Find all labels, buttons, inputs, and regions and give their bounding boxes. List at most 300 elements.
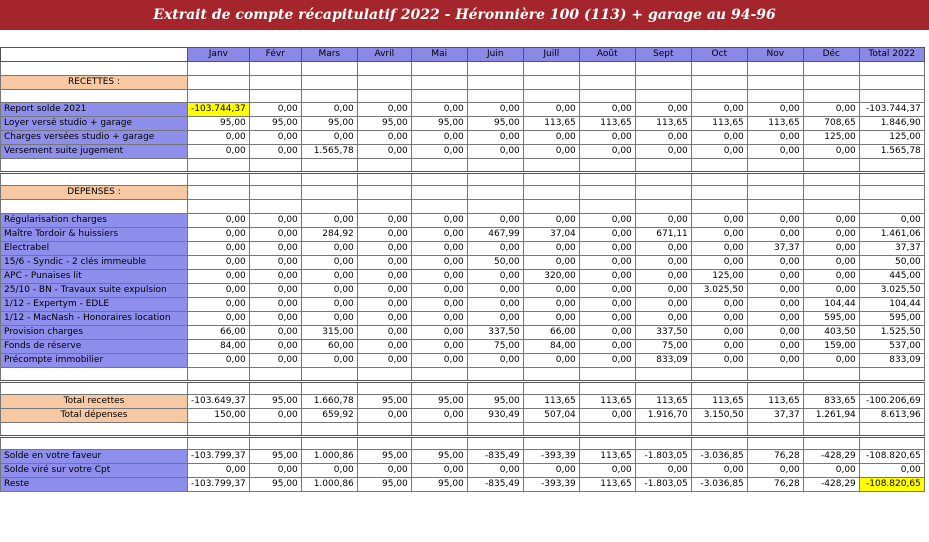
empty-cell <box>301 186 357 200</box>
value-cell: 0,00 <box>747 269 803 283</box>
row-label: Versement suite jugement <box>1 145 188 159</box>
column-header: Oct <box>691 48 747 62</box>
value-cell: 0,00 <box>579 241 635 255</box>
value-cell: 320,00 <box>523 269 579 283</box>
value-cell: 0,00 <box>249 213 301 227</box>
value-cell: 0,00 <box>803 241 859 255</box>
empty-cell <box>523 200 579 214</box>
row-label: Report solde 2021 <box>1 103 188 117</box>
value-cell: -103.744,37 <box>859 103 924 117</box>
value-cell: 0,00 <box>249 255 301 269</box>
value-cell: 0,00 <box>411 131 467 145</box>
value-cell: 0,00 <box>747 325 803 339</box>
value-cell: 284,92 <box>301 227 357 241</box>
value-cell: 0,00 <box>747 297 803 311</box>
value-cell: 0,00 <box>803 269 859 283</box>
row-label: Fonds de réserve <box>1 339 188 353</box>
value-cell: 1.461,06 <box>859 227 924 241</box>
value-cell: 0,00 <box>579 103 635 117</box>
value-cell: 0,00 <box>249 409 301 423</box>
empty-cell <box>411 200 467 214</box>
value-cell: 0,00 <box>357 339 411 353</box>
value-cell: 0,00 <box>691 297 747 311</box>
value-cell: -3.036,85 <box>691 478 747 492</box>
empty-cell <box>411 75 467 89</box>
empty-cell <box>249 89 301 103</box>
value-cell: 95,00 <box>411 395 467 409</box>
value-cell: 0,00 <box>301 297 357 311</box>
empty-cell <box>249 381 301 395</box>
empty-cell <box>411 159 467 173</box>
value-cell: 95,00 <box>467 117 523 131</box>
table-row <box>1 255 925 269</box>
value-cell: 0,00 <box>188 227 250 241</box>
value-cell: 0,00 <box>691 353 747 367</box>
value-cell: 0,00 <box>411 145 467 159</box>
value-cell: 0,00 <box>579 269 635 283</box>
empty-cell <box>635 367 691 381</box>
empty-cell <box>859 75 924 89</box>
value-cell: 95,00 <box>411 450 467 464</box>
empty-cell <box>579 367 635 381</box>
value-cell: 95,00 <box>357 395 411 409</box>
value-cell: -1.803,05 <box>635 450 691 464</box>
value-cell: 3.150,50 <box>691 409 747 423</box>
empty-cell <box>1 159 188 173</box>
spacer-row <box>1 436 925 450</box>
empty-cell <box>803 75 859 89</box>
empty-cell <box>859 172 924 186</box>
empty-cell <box>691 186 747 200</box>
empty-cell <box>188 62 250 76</box>
row-label: Provision charges <box>1 325 188 339</box>
value-cell: 76,28 <box>747 450 803 464</box>
value-cell: 84,00 <box>523 339 579 353</box>
value-cell: 0,00 <box>691 145 747 159</box>
empty-cell <box>803 200 859 214</box>
value-cell: 595,00 <box>803 311 859 325</box>
empty-cell <box>523 62 579 76</box>
spacer-row <box>1 367 925 381</box>
value-cell: 0,00 <box>301 241 357 255</box>
empty-cell <box>691 381 747 395</box>
empty-cell <box>357 436 411 450</box>
section-label: RECETTES : <box>1 75 188 89</box>
value-cell: -428,29 <box>803 450 859 464</box>
value-cell: 0,00 <box>357 227 411 241</box>
empty-cell <box>1 48 188 62</box>
column-header: Déc <box>803 48 859 62</box>
spacer-row <box>1 381 925 395</box>
value-cell: 113,65 <box>579 395 635 409</box>
empty-cell <box>579 159 635 173</box>
value-cell: 0,00 <box>635 213 691 227</box>
empty-cell <box>188 159 250 173</box>
row-label: 15/6 - Syndic - 2 clés immeuble <box>1 255 188 269</box>
value-cell: 1.525,50 <box>859 325 924 339</box>
empty-cell <box>467 200 523 214</box>
row-label: 1/12 - MacNash - Honoraires location <box>1 311 188 325</box>
row-label: Total dépenses <box>1 409 188 423</box>
table-row <box>1 450 925 464</box>
value-cell: 95,00 <box>467 395 523 409</box>
value-cell: 0,00 <box>635 103 691 117</box>
value-cell: 0,00 <box>357 297 411 311</box>
empty-cell <box>635 159 691 173</box>
empty-cell <box>357 89 411 103</box>
value-cell: 0,00 <box>467 464 523 478</box>
empty-cell <box>1 423 188 437</box>
value-cell: 113,65 <box>523 117 579 131</box>
empty-cell <box>467 436 523 450</box>
empty-cell <box>579 186 635 200</box>
value-cell: 0,00 <box>523 213 579 227</box>
empty-cell <box>523 159 579 173</box>
empty-cell <box>635 381 691 395</box>
value-cell: 0,00 <box>635 269 691 283</box>
value-cell: 1.261,94 <box>803 409 859 423</box>
empty-cell <box>579 75 635 89</box>
empty-cell <box>859 381 924 395</box>
row-label: Reste <box>1 478 188 492</box>
empty-cell <box>523 172 579 186</box>
value-cell: -100.206,69 <box>859 395 924 409</box>
empty-cell <box>249 159 301 173</box>
value-cell: 113,65 <box>691 117 747 131</box>
value-cell: 0,00 <box>691 464 747 478</box>
value-cell: 0,00 <box>357 353 411 367</box>
table-row <box>1 103 925 117</box>
value-cell: 659,92 <box>301 409 357 423</box>
table-row <box>1 339 925 353</box>
value-cell: 0,00 <box>747 311 803 325</box>
empty-cell <box>467 62 523 76</box>
empty-cell <box>467 172 523 186</box>
value-cell: 0,00 <box>579 297 635 311</box>
empty-cell <box>579 200 635 214</box>
empty-cell <box>301 200 357 214</box>
empty-cell <box>747 159 803 173</box>
value-cell: 0,00 <box>411 255 467 269</box>
value-cell: 0,00 <box>249 325 301 339</box>
value-cell: 0,00 <box>188 311 250 325</box>
value-cell: 0,00 <box>691 255 747 269</box>
empty-cell <box>747 62 803 76</box>
empty-cell <box>357 186 411 200</box>
value-cell: 0,00 <box>411 353 467 367</box>
value-cell: 75,00 <box>635 339 691 353</box>
value-cell: 0,00 <box>188 145 250 159</box>
value-cell: 0,00 <box>523 145 579 159</box>
value-cell: 104,44 <box>859 297 924 311</box>
value-cell: 0,00 <box>357 241 411 255</box>
value-cell: 0,00 <box>691 311 747 325</box>
value-cell: 833,09 <box>859 353 924 367</box>
value-cell: -108.820,65 <box>859 450 924 464</box>
empty-cell <box>301 89 357 103</box>
empty-cell <box>859 436 924 450</box>
value-cell: 0,00 <box>523 464 579 478</box>
row-label: Total recettes <box>1 395 188 409</box>
value-cell: 0,00 <box>301 255 357 269</box>
value-cell: 0,00 <box>357 269 411 283</box>
value-cell: 75,00 <box>467 339 523 353</box>
value-cell: 0,00 <box>691 227 747 241</box>
value-cell: 0,00 <box>411 283 467 297</box>
empty-cell <box>803 89 859 103</box>
value-cell: 0,00 <box>411 269 467 283</box>
empty-cell <box>411 436 467 450</box>
value-cell: 0,00 <box>747 103 803 117</box>
empty-cell <box>747 381 803 395</box>
empty-cell <box>579 381 635 395</box>
column-header: Avril <box>357 48 411 62</box>
value-cell: 0,00 <box>635 297 691 311</box>
row-label: Loyer versé studio + garage <box>1 117 188 131</box>
empty-cell <box>635 89 691 103</box>
table-row <box>1 325 925 339</box>
value-cell: 315,00 <box>301 325 357 339</box>
empty-cell <box>747 436 803 450</box>
empty-cell <box>635 75 691 89</box>
empty-cell <box>411 381 467 395</box>
value-cell: 0,00 <box>579 227 635 241</box>
value-cell: 37,37 <box>747 409 803 423</box>
empty-cell <box>467 89 523 103</box>
empty-cell <box>411 186 467 200</box>
value-cell: 0,00 <box>579 311 635 325</box>
empty-cell <box>411 62 467 76</box>
value-cell: 0,00 <box>411 409 467 423</box>
value-cell: 0,00 <box>803 353 859 367</box>
value-cell: 0,00 <box>691 339 747 353</box>
empty-cell <box>635 436 691 450</box>
value-cell: 0,00 <box>301 464 357 478</box>
empty-cell <box>691 367 747 381</box>
value-cell: 0,00 <box>188 131 250 145</box>
empty-cell <box>635 62 691 76</box>
table-row <box>1 311 925 325</box>
value-cell: 0,00 <box>523 103 579 117</box>
value-cell: 0,00 <box>249 227 301 241</box>
table-row <box>1 145 925 159</box>
value-cell: 66,00 <box>523 325 579 339</box>
empty-cell <box>523 367 579 381</box>
value-cell: 0,00 <box>357 325 411 339</box>
value-cell: 150,00 <box>188 409 250 423</box>
table-row <box>1 409 925 423</box>
value-cell: 113,65 <box>635 117 691 131</box>
value-cell: 0,00 <box>188 297 250 311</box>
empty-cell <box>803 423 859 437</box>
value-cell: 0,00 <box>249 339 301 353</box>
value-cell: 0,00 <box>523 241 579 255</box>
column-header: Nov <box>747 48 803 62</box>
empty-cell <box>301 436 357 450</box>
value-cell: 0,00 <box>523 131 579 145</box>
value-cell: 0,00 <box>803 103 859 117</box>
value-cell: 76,28 <box>747 478 803 492</box>
value-cell: 1.846,90 <box>859 117 924 131</box>
column-header: Juin <box>467 48 523 62</box>
spacer-row <box>1 172 925 186</box>
value-cell: 84,00 <box>188 339 250 353</box>
value-cell: 0,00 <box>357 311 411 325</box>
empty-cell <box>357 367 411 381</box>
empty-cell <box>467 186 523 200</box>
empty-cell <box>301 75 357 89</box>
value-cell: 507,04 <box>523 409 579 423</box>
row-label: Solde viré sur votre Cpt <box>1 464 188 478</box>
empty-cell <box>357 423 411 437</box>
spacer-row <box>1 89 925 103</box>
value-cell: 930,49 <box>467 409 523 423</box>
value-cell: 50,00 <box>859 255 924 269</box>
value-cell: 0,00 <box>523 353 579 367</box>
empty-cell <box>747 172 803 186</box>
value-cell: 0,00 <box>579 145 635 159</box>
value-cell: 0,00 <box>249 353 301 367</box>
value-cell: 95,00 <box>301 117 357 131</box>
value-cell: 0,00 <box>188 269 250 283</box>
empty-cell <box>691 75 747 89</box>
value-cell: -428,29 <box>803 478 859 492</box>
empty-cell <box>1 381 188 395</box>
value-cell: 0,00 <box>579 353 635 367</box>
value-cell: 0,00 <box>301 131 357 145</box>
value-cell: 0,00 <box>467 353 523 367</box>
empty-cell <box>747 200 803 214</box>
empty-cell <box>859 367 924 381</box>
section-row <box>1 186 925 200</box>
sheet-title: Extrait de compte récapitulatif 2022 - Héronnière 100 (113) + garage au 94-96 <box>0 0 929 30</box>
column-header: Sept <box>635 48 691 62</box>
empty-cell <box>803 436 859 450</box>
value-cell: 0,00 <box>249 145 301 159</box>
value-cell: 3.025,50 <box>691 283 747 297</box>
empty-cell <box>301 381 357 395</box>
empty-cell <box>357 62 411 76</box>
value-cell: 95,00 <box>249 395 301 409</box>
empty-cell <box>301 159 357 173</box>
empty-cell <box>249 172 301 186</box>
value-cell: 0,00 <box>411 339 467 353</box>
empty-cell <box>635 200 691 214</box>
value-cell: 0,00 <box>635 311 691 325</box>
value-cell: 337,50 <box>467 325 523 339</box>
empty-cell <box>1 172 188 186</box>
value-cell: 0,00 <box>747 464 803 478</box>
value-cell: 0,00 <box>467 213 523 227</box>
empty-cell <box>579 423 635 437</box>
table-row <box>1 478 925 492</box>
value-cell: 95,00 <box>249 450 301 464</box>
value-cell: 0,00 <box>249 464 301 478</box>
value-cell: 0,00 <box>411 464 467 478</box>
column-header: Juill <box>523 48 579 62</box>
value-cell: 833,09 <box>635 353 691 367</box>
value-cell: 1.565,78 <box>859 145 924 159</box>
row-label: 25/10 - BN - Travaux suite expulsion <box>1 283 188 297</box>
row-label: 1/12 - Expertym - EDLE <box>1 297 188 311</box>
value-cell: 0,00 <box>411 213 467 227</box>
value-cell: 95,00 <box>411 117 467 131</box>
empty-cell <box>188 172 250 186</box>
value-cell: 0,00 <box>301 353 357 367</box>
column-header: Janv <box>188 48 250 62</box>
value-cell: 0,00 <box>411 297 467 311</box>
value-cell: 0,00 <box>691 325 747 339</box>
value-cell: 0,00 <box>523 311 579 325</box>
value-cell: 0,00 <box>411 241 467 255</box>
value-cell: 0,00 <box>803 464 859 478</box>
value-cell: 0,00 <box>357 213 411 227</box>
value-cell: 95,00 <box>357 450 411 464</box>
empty-cell <box>635 186 691 200</box>
value-cell: 113,65 <box>523 395 579 409</box>
value-cell: -108.820,65 <box>859 478 924 492</box>
value-cell: 0,00 <box>467 103 523 117</box>
value-cell: 0,00 <box>747 131 803 145</box>
row-label: Régularisation charges <box>1 213 188 227</box>
empty-cell <box>357 381 411 395</box>
value-cell: 337,50 <box>635 325 691 339</box>
empty-cell <box>691 172 747 186</box>
empty-cell <box>635 172 691 186</box>
empty-cell <box>803 172 859 186</box>
value-cell: 0,00 <box>188 464 250 478</box>
value-cell: 0,00 <box>747 339 803 353</box>
value-cell: 0,00 <box>357 409 411 423</box>
empty-cell <box>523 436 579 450</box>
value-cell: 0,00 <box>579 131 635 145</box>
value-cell: 0,00 <box>411 103 467 117</box>
value-cell: 50,00 <box>467 255 523 269</box>
value-cell: -103.799,37 <box>188 478 250 492</box>
empty-cell <box>691 423 747 437</box>
value-cell: 0,00 <box>691 241 747 255</box>
value-cell: 0,00 <box>467 131 523 145</box>
value-cell: 1.916,70 <box>635 409 691 423</box>
empty-cell <box>859 186 924 200</box>
table-row <box>1 227 925 241</box>
value-cell: 0,00 <box>803 227 859 241</box>
value-cell: 95,00 <box>249 117 301 131</box>
value-cell: 0,00 <box>691 131 747 145</box>
value-cell: 0,00 <box>803 255 859 269</box>
empty-cell <box>301 172 357 186</box>
value-cell: 0,00 <box>691 103 747 117</box>
empty-cell <box>357 75 411 89</box>
value-cell: 1.000,86 <box>301 450 357 464</box>
value-cell: 0,00 <box>411 227 467 241</box>
value-cell: 0,00 <box>747 227 803 241</box>
value-cell: 0,00 <box>579 255 635 269</box>
spacer-row <box>1 423 925 437</box>
empty-cell <box>803 62 859 76</box>
table-row <box>1 464 925 478</box>
column-header: Août <box>579 48 635 62</box>
empty-cell <box>691 89 747 103</box>
value-cell: -103.799,37 <box>188 450 250 464</box>
row-label: Electrabel <box>1 241 188 255</box>
value-cell: 95,00 <box>188 117 250 131</box>
value-cell: -835,49 <box>467 478 523 492</box>
value-cell: 0,00 <box>301 311 357 325</box>
value-cell: 0,00 <box>747 255 803 269</box>
table-row <box>1 131 925 145</box>
value-cell: 708,65 <box>803 117 859 131</box>
